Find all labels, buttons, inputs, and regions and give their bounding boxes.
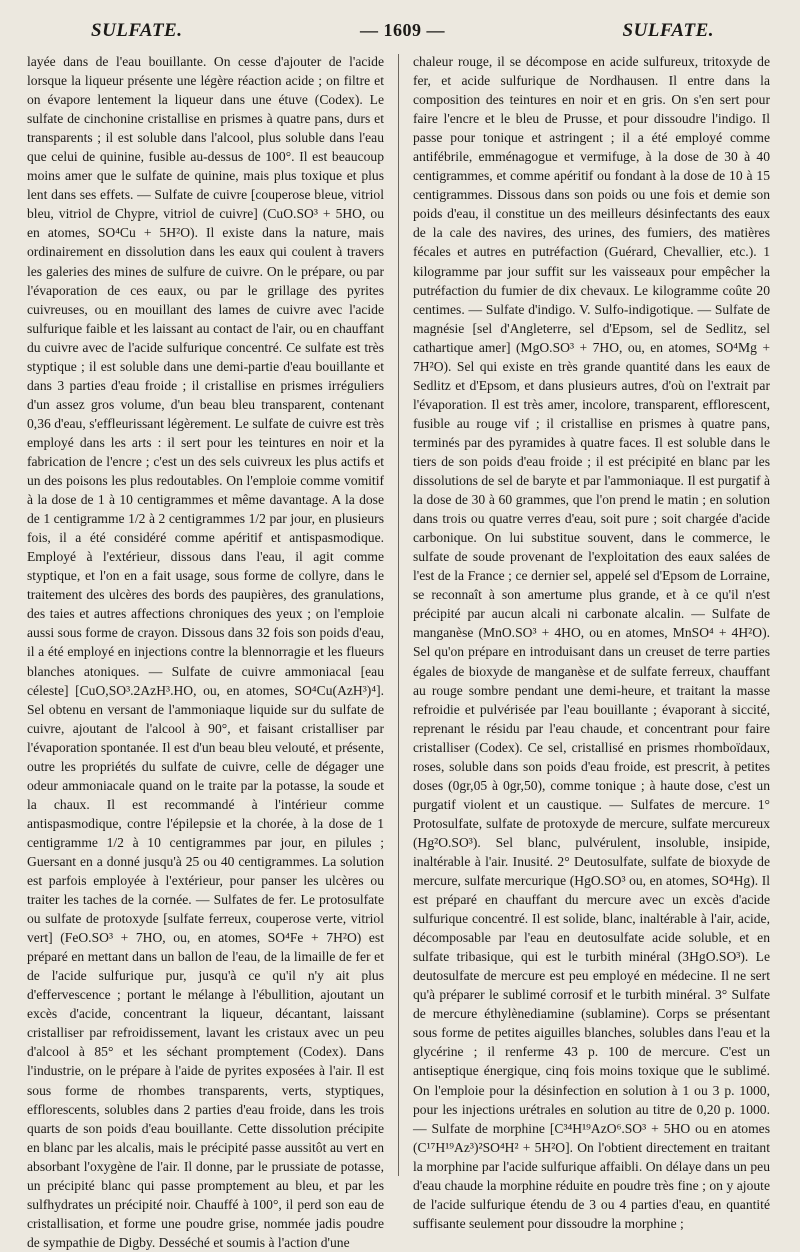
left-column-text: layée dans de l'eau bouillante. On cesse d'ajouter de l'acide lorsque la liqueur présente une légère réaction acide ; on filtre et on évapore lentement la liqueur dans une étuve (Codex). Le sulfate de cinchonine cristallise en prismes à quatre pans, durs et transparents ; il est soluble dans l'alcool, plus soluble dans l'eau que celui de quinine, fusible au-dessus de 100°. Il est beaucoup moins amer que le sulfate de quinine, mais plus toxique et plus lent dans ses effets. — Sulfate de cuivre [couperose bleue, vitriol bleu, vitriol de Chypre, vitriol de cuivre] (CuO.SO³ + 5HO, ou en atomes, SO⁴Cu + 5H²O). Il existe dans la nature, mais ordinairement en dissolution dans les eaux qui coulent à travers les galeries des mines de sulfure de cuivre. On le prépare, ou par l'évaporation de ces eaux, ou par le grillage des pyrites cuivreuses, ou en mouillant des lames de cuivre avec l'acide sulfurique faible et les laissant au contact de l'air, ou en chauffant du cuivre avec de l'acide sulfurique concentré. Ce sulfate est très styptique ; il est soluble dans une demi-partie d'eau bouillante et dans 3 parties d'eau froide ; il cristallise en prismes irréguliers d'un assez gros volume, d'un beau bleu transparent, contenant 0,36 d'eau, s'effleurissant légèrement. Le sulfate de cuivre est très employé dans les arts : il sert pour les teintures en noir et la fabrication de l'encre ; c'est un des sels cuivreux les plus actifs et un des poisons les plus redoutables. On l'emploie comme vomitif à la dose de 1 à 10 centigrammes et même davantage. A la dose de 1 centigramme 1/2 à 2 centigrammes 1/2 par jour, en plusieurs fois, il a été considéré comme apéritif et antispasmodique. Employé à l'extérieur, dissous dans l'eau, il agit comme styptique, et l'on en a fait usage, sous forme de collyre, dans le traitement des ulcères des bords des paupières, des granulations, des taies et autres affections chroniques des yeux ; on l'emploie aussi sous forme de crayon. Dissous dans 32 fois son poids d'eau, il a été employé en injections contre la blennorragie et les flueurs blanches atoniques. — Sulfate de cuivre ammoniacal [eau céleste] [CuO,SO³.2AzH³.HO, ou, en atomes, SO⁴Cu(AzH³)⁴]. Sel obtenu en versant de l'ammoniaque liquide sur du sulfate de cuivre, ajoutant de l'alcool à 90°, et faisant cristalliser par l'évaporation spontanée. Il est d'un beau bleu velouté, et présente, outre les propriétés du sulfate de cuivre, celle de dégager une odeur ammoniacale quand on le traite par la potasse, la soude et la chaux. Il est recommandé à l'intérieur comme antispasmodique, contre l'épilepsie et la chorée, à la dose de 1 centigramme 1/2 à 10 centigrammes par jour, en pilules ; Guersant en a donné jusqu'à 25 ou 40 centigrammes. La solution est parfois employée à l'extérieur, pour panser les ulcères ou traiter les taches de la cornée. — Sulfates de fer. Le protosulfate ou sulfate de protoxyde [sulfate ferreux, couperose verte, vitriol vert] (FeO.SO³ + 7HO, ou, en atomes, SO⁴Fe + 7H²O) est préparé en mettant dans un ballon de l'eau, de la limaille de fer et de l'acide sulfurique pur, jusqu'à ce qu'il n'y ait plus d'effervescence ; portant le mélange à l'ébullition, ajoutant un excès d'acide, concentrant la liqueur, décantant, laissant cristalliser par refroidissement, lavant les cristaux avec un peu d'alcool à 85° et les séchant promptement (Codex). Dans l'industrie, on le prépare à l'aide de pyrites exposées à l'air. Il est sous forme de rhombes transparents, verts, styptiques, efflorescents, solubles dans 2 parties d'eau froide, dans les trois quarts de son poids d'eau bouillante. Cette dissolution précipite en blanc par les alcalis, mais le précipité passe aussitôt au vert en absorbant l'oxygène de l'air. Il donne, par le prussiate de potasse, un précipité blanc qui passe promptement au bleu, et par les sulfhydrates un précipité noir. Chauffé à 100°, il perd son eau de cristallisation, et forme une poudre grise, nommée jadis poudre de sympathie de Digby. Desséché et soumis à l'action d'une bbox=[27, 54, 384, 1250]
header-right-title: SULFATE. bbox=[622, 20, 714, 41]
header-left-title: SULFATE. bbox=[91, 20, 183, 41]
right-column-text: chaleur rouge, il se décompose en acide sulfureux, tritoxyde de fer, et acide sulfurique de Nordhausen. Il entre dans la composition des teintures en noir et en gris. On s'en sert pour faire l'encre et le bleu de Prusse, et pour dissoudre l'indigo. Il passe pour tonique et astringent ; il a été employé comme antifébrile, emménagogue et vermifuge, à la dose de 30 à 40 centigrammes, et comme apéritif ou fondant à la dose de 10 à 15 centigrammes. Dissous dans son poids ou une fois et demie son poids d'eau, il constitue un des meilleurs désinfectants des eaux de la cale des navires, des urines, des fumiers, des matières fécales et autres en putréfaction (Guérard, Chevallier, etc.). 1 kilogramme par jour suffit sur les vaisseaux pour empêcher la putréfaction du fumier de dix chevaux. Le kilogramme coûte 20 centimes. — Sulfate d'indigo. V. Sulfo-indigotique. — Sulfate de magnésie [sel d'Angleterre, sel d'Epsom, sel de Sedlitz, sel cathartique amer] (MgO.SO³ + 7HO, ou, en atomes, SO⁴Mg + 7H²O). Sel qui existe en très grande quantité dans les eaux de Sedlitz et d'Epsom, et dans plusieurs autres, d'où on l'extrait par l'évaporation. Il est très amer, incolore, transparent, efflorescent, fusible au rouge vif ; il cristallise en prismes à quatre pans, terminés par des pyramides à quatre faces. Il est soluble dans le tiers de son poids d'eau froide ; il est précipité en blanc par les dissolutions de sel de baryte et par l'ammoniaque. Il est purgatif à la dose de 30 à 60 grammes, que l'on prend le matin ; en solution dans trois ou quatre verres d'eau, soit pure ; soit chargée d'acide carbonique. On lui substitue souvent, dans le commerce, le sulfate de soude provenant de l'exploitation des eaux salées de l'est de la France ; ce dernier sel, appelé sel d'Epsom de Lorraine, se reconnaît à son amertume plus grande, et à ce qu'il n'est précipité par aucun alcali ni carbonate alcalin. — Sulfate de manganèse (MnO.SO³ + 4HO, ou en atomes, MnSO⁴ + 4H²O). Sel qu'on prépare en introduisant dans un creuset de terre parties égales de bioxyde de manganèse et de sulfate ferreux, chauffant au rouge sombre pendant une demi-heure, et traitant la masse refroidie et pulvérisée par l'eau bouillante ; évaporant à siccité, reprenant le résidu par l'eau chaude, et concentrant pour faire cristalliser (Codex). Ce sel, cristallisé en prismes rhomboïdaux, roses, soluble dans son poids d'eau froide, est prescrit, à petites doses (0gr,05 à 0gr,50), comme tonique ; à haute dose, c'est un purgatif violent et un caustique. — Sulfates de mercure. 1° Protosulfate, sulfate de protoxyde de mercure, sulfate mercureux (Hg²O.SO³). Sel blanc, pulvérulent, insoluble, insipide, inaltérable à l'air. Inusité. 2° Deutosulfate, sulfate de bioxyde de mercure, sulfate mercurique (HgO.SO³ ou, en atomes, SO⁴Hg). Il est préparé en chauffant du mercure avec un excès d'acide sulfurique concentré. Il est solide, blanc, inaltérable à l'air, acide, décomposable par l'eau en deutosulfate acide soluble, et en sulfate tribasique, qui est le turbith minéral (3HgO.SO³). Le deutosulfate de mercure est peu employé en médecine. Il ne sert qu'à préparer le sublimé corrosif et le turbith minéral. 3° Sulfate de mercure éthylènediamine (sublamine). Corps se présentant sous forme de petites aiguilles blanches, solubles dans l'eau et la glycérine ; il renferme 43 p. 100 de mercure. C'est un antiseptique énergique, cinq fois moins toxique que le sublimé. On l'emploie pour la désinfection en solution à 1 ou 3 p. 1000, pour les injections urétrales en solution au titre de 0,20 p. 1000. — Sulfate de morphine [C³⁴H¹⁹AzO⁶.SO³ + 5HO ou en atomes (C¹⁷H¹⁹Az³)²SO⁴H² + 5H²O]. On l'obtient directement en traitant la morphine par l'acide sulfurique affaibli. On délaye dans un peu d'eau chaude la morphine réduite en poudre très fine ; on y ajoute de l'acide sulfurique étendu de 3 ou 4 parties d'eau, en quantité suffisante seulement pour dissoudre la morphine ; bbox=[413, 54, 770, 1231]
page-number: — 1609 — bbox=[360, 20, 445, 40]
right-column bbox=[413, 52, 770, 1231]
column-divider bbox=[398, 54, 399, 1176]
left-column bbox=[27, 52, 384, 1250]
text-columns bbox=[27, 52, 770, 1250]
running-header bbox=[27, 20, 770, 48]
